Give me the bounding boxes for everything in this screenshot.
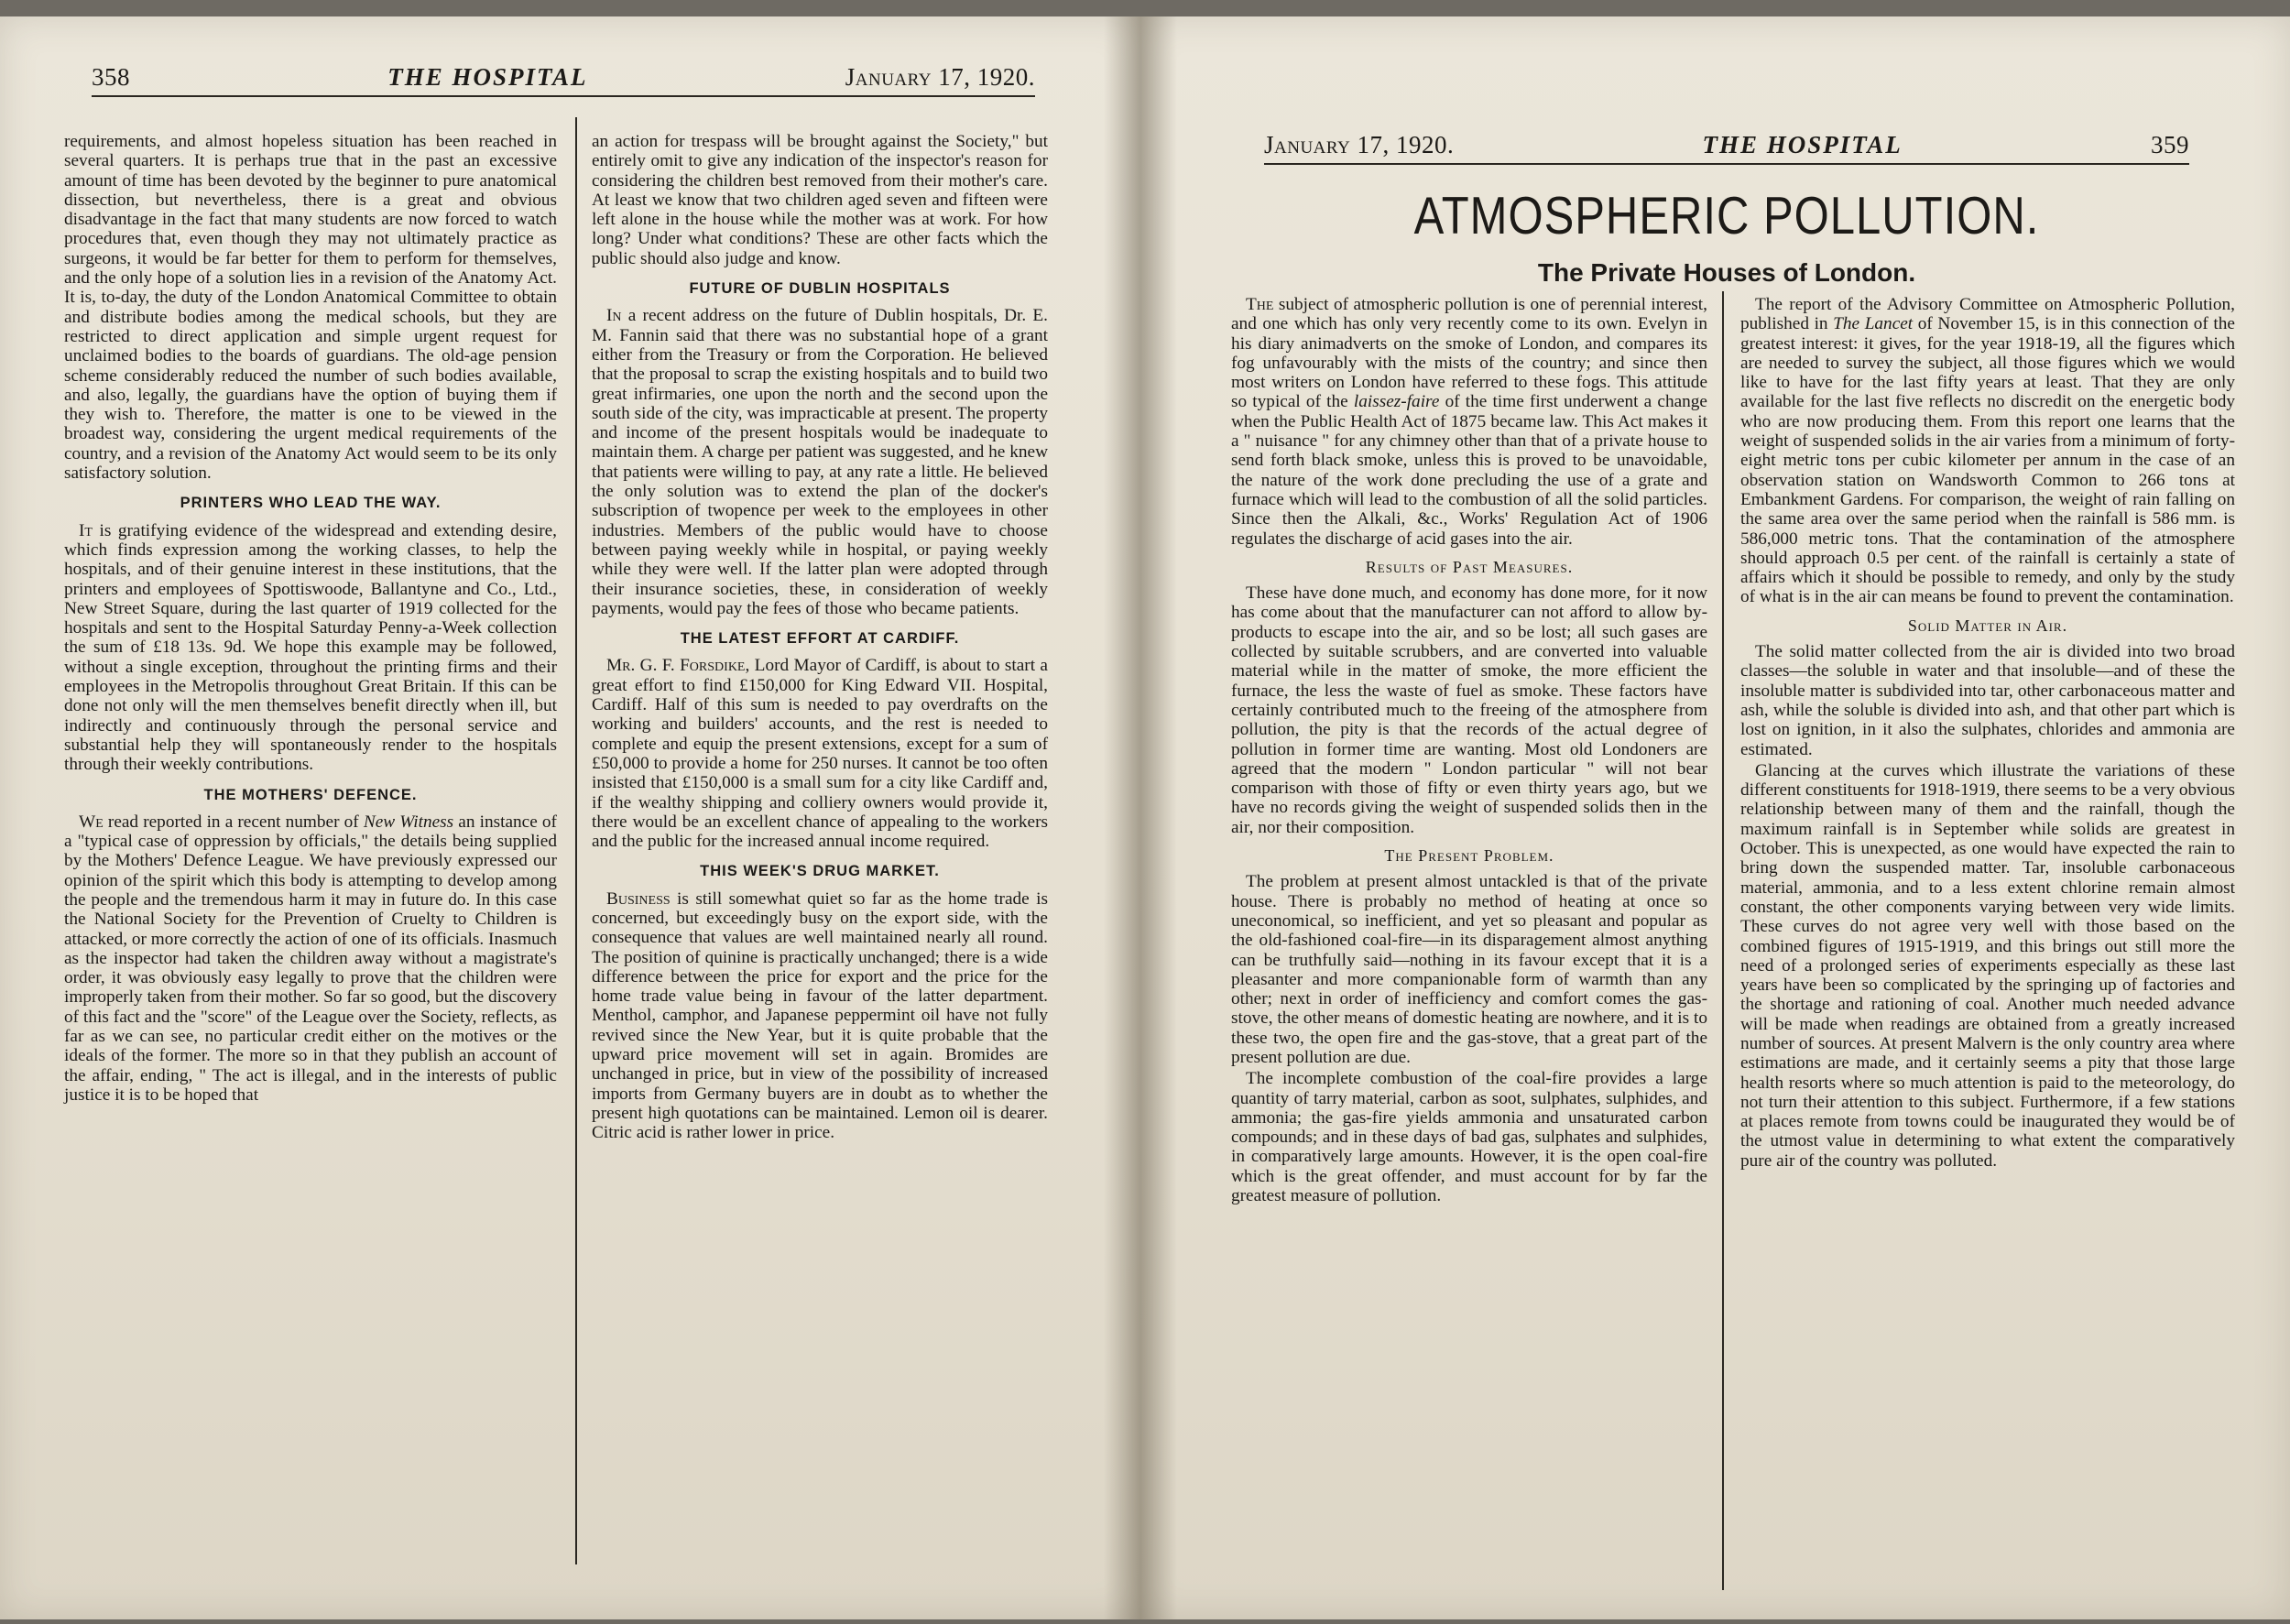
left-column-1: [64, 132, 557, 1106]
drug-market-paragraph: [592, 889, 1048, 1143]
article-title: ATMOSPHERIC POLLUTION.: [1413, 187, 2040, 245]
drug-market-text: is still somewhat quiet so far as the home trade is concerned, but exceedingly busy on the export side, with the consequence that values are well maintained nearly all round. The position of quinine is practically unchanged; there is a wide difference between the price for export and the price for the home trade value being in favour of the latter department. Menthol, camphor, and Japanese peppermint oil have not fully revived since the New Year, but it is quite probable that the upward price movement will set in again. Bromides are unchanged in price, but in view of the possibility of increased imports from Germany buyers are in doubt as to whether the present high quotations can be maintained. Lemon oil is dearer. Citric acid is rather lower in price.: [592, 888, 1048, 1143]
dublin-lead: In: [606, 306, 622, 326]
drug-market-heading: THIS WEEK'S DRUG MARKET.: [700, 863, 940, 880]
report-text-2: of November 15, is in this connection of the greatest interest: it gives, for the year 1918-19, all the figures which are needed to survey the subject, all those figures which we would like to have for the last fifty years at least. That they are only available for the last five reflects no discredit on the energetic body who are now producing them. From this report one learns that the weight of suspended solids in the air varies from a minimum of forty-eight metric tons per cubic kilometer per annum in the case of an observation station on Wandsworth Common to 266 tons at Embankment Gardens. For comparison, the weight of rain falling on the same area over the same period when the rainfall is 586 mm. is 586,000 metric tons. That the contamination of the atmosphere should approach 0.5 per cent. of the rainfall is certainly a state of affairs which it should be possible to remedy, and only by the study of what is in the air can means be found to prevent the contamination.: [1740, 314, 2235, 607]
mothers-text-2: an instance of a "typical case of oppression by officials," the details being supplied by the Mothers' Defence League. We have previously expressed our opinion of the spirit which this body is attempting to develop among the people and the tremendous harm it may in future do. In this case the National Society for the Prevention of Cruelty to Children is attacked, or more correctly the action of one of its officials. Inasmuch as the inspector had taken the children away without a magistrate's order, it was obviously easy legally to prove that the children were improperly taken from their mother. So far so good, but the discovery of this fact and the "score" of the League over the Society, reflects, as far as we can see, no particular credit either on the motives or the ideals of the former. The more so in that they publish an account of the affair, ending, " The act is illegal, and in the interests of public justice it is to be hoped that: [64, 812, 557, 1105]
left-column-2: [592, 132, 1048, 1145]
anatomy-continuation: requirements, and almost hopeless situation has been reached in several quarters. It is perhaps true that in the past an excessive amount of time has been devoted by the beginner to pure anatomical dissection, but nevertheless, there is a great and obvious disadvantage in the fact that many students are now forced to watch procedures that, even though they may not ultimately practice as surgeons, it would be far better for them to perform for themselves, and the only hope of a solution lies in a revision of the Anatomy Act. It is, to-day, the duty of the London Anatomical Committee to obtain and distribute bodies among the medical schools, but they are restricted to direct application and simple urgent request for unclaimed bodies to the boards of guardians. The old-age pension scheme considerably reduced the number of such bodies available, and also, legally, the guardians have the option of buying them if they wish to. Therefore, the matter is one to be viewed in the broadest way, considering the urgent medical requirements of the country, and a revision of the Anatomy Act would seem to be its only satisfactory solution.: [64, 132, 557, 484]
mothers-italic: New Witness: [363, 812, 454, 832]
report-italic: The Lancet: [1833, 314, 1914, 334]
right-page-number: 359: [2151, 131, 2189, 158]
dublin-text: a recent address on the future of Dublin hospitals, Dr. E. M. Fannin said that there was no substantial hope of a grant either from the Treasury or from the Corporation. He believed that the proposal to scrap the existing hospitals and to build two great infirmaries, one upon the north and the second upon the south side of the city, was impracticable at present. The property and income of the present hospitals would be inadequate to maintain them. A charge per patient was suggested, and he knew that patients were willing to pay, at any rate a little. He believed the only solution was to extend the plan of the docker's subscription of twopence per week to the employees in other industries. Members of the public would have to choose between paying weekly while in hospital, or paying weekly while they were well. If the latter plan were adopted through their insurance societies, these, in consideration of weekly payments, would pay the fees of those who became patients.: [592, 306, 1048, 618]
left-column-rule: [575, 117, 577, 1564]
right-running-head: [1264, 123, 2189, 165]
results-paragraph: These have done much, and economy has done more, for it now has come about that the manufacturer can not afford to allow by-products to escape into the air, and so be lost; all such gases are collected by suitable scrubbers, and are converted into valuable material while in the matter of smoke, the more efficient the furnace, the less the waste of fuel as smoke. These factors have certainly contributed much to the freeing of the atmosphere from pollution, the pity is that the records of the actual degree of pollution in former time are wanting. Most old Londoners are agreed that the modern " London particular " will not bear comparison with those of fifty or even thirty years ago, but we have no records giving the weight of suspended solids then in the air, nor their composition.: [1231, 583, 1707, 837]
printers-paragraph: [64, 521, 557, 775]
cardiff-text: Lord Mayor of Cardiff, is about to start a great effort to find £150,000 for King Edward VII. Hospital, Cardiff. Half of this sum is needed to pay overdrafts on the working and builders' accounts, and the rest is needed to complete and equip the present extensions, except for a sum of £50,000 to provide a home for 250 nurses. It cannot be too often insisted that £150,000 is a small sum for a city like Cardiff and, if the wealthy shipping and colliery owners would provide it, there would be an excellent chance of appealing to the workers and the public for the increased annual income required.: [592, 656, 1048, 852]
report-paragraph: [1740, 295, 2235, 607]
mothers-text-1: read reported in a recent number of: [103, 812, 364, 832]
left-running-head: [92, 55, 1035, 97]
report-text-1: The report of the Advisory Committee on Atmospheric Pollution, published in: [1740, 295, 2235, 334]
cardiff-heading: THE LATEST EFFORT AT CARDIFF.: [680, 630, 960, 648]
pollution-intro: [1231, 295, 1707, 549]
mothers-lead: We: [79, 812, 104, 832]
right-column-1: [1231, 295, 1707, 1207]
pollution-intro-text-2: of the time first underwent a change when the Public Health Act of 1875 became law. This Act makes it a " nuisance " for any chimney other than that of a private house to send forth black smoke, unless this is proved to be unavoidable, the nature of the work done precluding the use of a grate and furnace which will lead to the combustion of all the solid particles. Since then the Alkali, &c., Works' Regulation Act of 1906 regulates the discharge of acid gases into the air.: [1231, 392, 1707, 549]
problem-paragraph-2: The incomplete combustion of the coal-fire provides a large quantity of tarry material, carbon as soot, sulphates, sulphides, and ammonia; the gas-fire yields ammonia and unsaturated carbon compounds; and in these days of bad gas, sulphates and sulphides, in comparatively large amounts. However, it is the open coal-fire which is the great offender, and must account for by far the greatest measure of pollution.: [1231, 1069, 1707, 1206]
left-page: [0, 16, 1140, 1619]
problem-paragraph-1: The problem at present almost untackled is that of the private house. There is probably no method of heating at once so uneconomical, so inefficient, and yet so pleasant and popular as the old-fashioned coal-fire—in its disparagement almost anything can be truthfully said—nothing in its favour except that it is a pleasanter and more companionable form of warmth than any other; next in order of inefficiency and comfort comes the gas-stove, the other means of domestic heating are nowhere, and it is to these two, the open fire and the gas-stove, that a great part of the present pollution are due.: [1231, 872, 1707, 1067]
right-issue-date: January 17, 1920.: [1264, 131, 1455, 158]
problem-heading: The Present Problem.: [1384, 846, 1554, 866]
right-publication-title: THE HOSPITAL: [1702, 131, 1903, 158]
solid-matter-paragraph: The solid matter collected from the air is divided into two broad classes—the soluble in water and that insoluble—and of these the insoluble matter is subdivided into tar, other carbonaceous matter and ash, while the soluble is divided into ash, and that other part which is lost on ignition, in it also the sulphates, chlorides and ammonia are estimated.: [1740, 642, 2235, 759]
pollution-intro-lead: The: [1246, 295, 1274, 314]
right-column-2: [1740, 295, 2235, 1172]
cardiff-lead: Mr. G. F. Forsdike,: [606, 656, 750, 676]
printers-lead: It: [79, 520, 93, 540]
left-issue-date: January 17, 1920.: [845, 63, 1035, 91]
mothers-paragraph: [64, 812, 557, 1105]
results-heading: Results of Past Measures.: [1365, 557, 1574, 576]
cardiff-paragraph: [592, 656, 1048, 851]
solid-matter-heading: Solid Matter in Air.: [1907, 616, 2068, 635]
pollution-intro-italic: laissez-faire: [1353, 392, 1440, 412]
printers-heading: PRINTERS WHO LEAD THE WAY.: [180, 495, 442, 512]
dublin-heading: FUTURE OF DUBLIN HOSPITALS: [689, 280, 951, 298]
curves-paragraph: Glancing at the curves which illustrate the variations of these different constituents for 1918-1919, there seems to be a very obvious relationship between many of them and the rainfall, though the maximum rainfall is in September while solids are greatest in October. This is unexpected, as one would have expected the rain to bring down the suspended matter. Tar, insoluble carbonaceous material, ammonia, and to a less extent chlorine remain almost constant, the other components varying between very wide limits. These curves do not agree very well with those based on the combined figures of 1915-1919, and this brings out still more the need of a prolonged series of experiments especially as these last years have been so complicated by the springing up of factories and the shortage and rationing of coal. Another much needed advance will be made when readings are obtained from a greatly increased number of sources. At present Malvern is the only country area where estimations are made, and it certainly seems a pity that those large health resorts where so much attention is paid to the meteorology, do not turn their attention to this subject. Furthermore, if a few stations at places remote from towns could be inaugurated they would be of the utmost value in determining to what extent the comparatively pure air of the country was polluted.: [1740, 760, 2235, 1171]
article-subtitle: The Private Houses of London.: [1537, 258, 1916, 287]
left-page-number: 358: [92, 63, 130, 91]
mothers-continuation: an action for trespass will be brought against the Society," but entirely omit to give any indication of the inspector's reason for considering the children best removed from their mother's care. At least we know that two children aged seven and fifteen were left alone in the house while the mother was at work. For how long? Under what conditions? These are other facts which the public should also judge and know.: [592, 132, 1048, 268]
dublin-paragraph: [592, 306, 1048, 618]
mothers-heading: THE MOTHERS' DEFENCE.: [203, 786, 418, 803]
drug-market-lead: Business: [606, 888, 671, 909]
pollution-intro-text-1: subject of atmospheric pollution is one of perennial interest, and one which has only very recently come to its own. Evelyn in his diary animadverts on the smoke of London, and compares its fog unfavourably with the mists of the country; and since then most writers on London have referred to these fogs. This attitude so typical of the: [1231, 295, 1707, 412]
right-column-rule: [1722, 291, 1724, 1590]
left-publication-title: THE HOSPITAL: [387, 63, 588, 91]
printers-text: is gratifying evidence of the widespread and extending desire, which finds expression among the working classes, to help the hospitals, and of their genuine interest in these institutions, that the printers and employees of Spottiswoode, Ballantyne and Co., Ltd., New Street Square, during the last quarter of 1919 collected for the hospitals and sent to the Hospital Saturday Penny-a-Week collection the sum of £18 13s. 9d. We hope this example may be followed, without a single exception, throughout the printing firms and their employees in the Metropolis throughout Great Britain. If this can be done not only will the men themselves benefit directly when ill, but indirectly and continuously through the personal service and substantial help they will spontaneously render to the hospitals through their weekly contributions.: [64, 520, 557, 775]
